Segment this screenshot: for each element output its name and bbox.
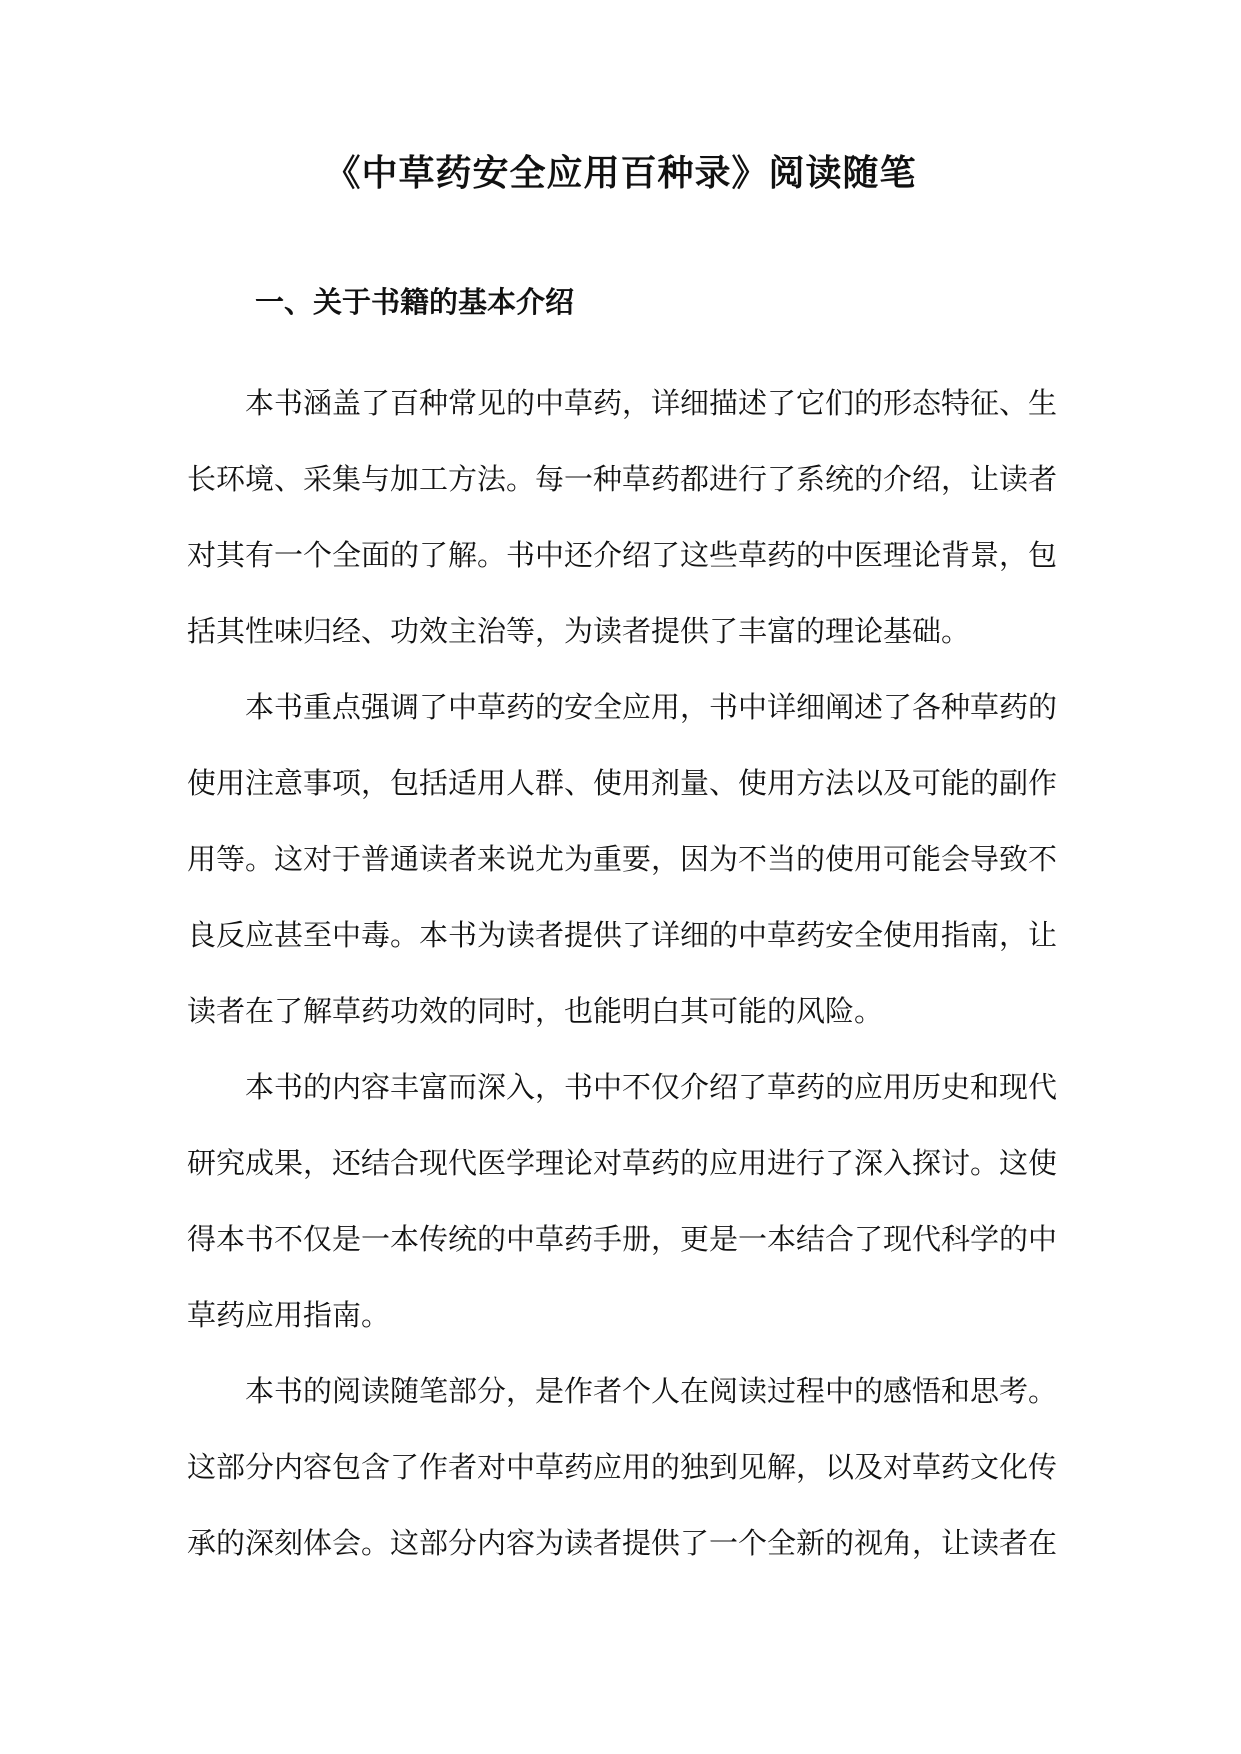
section-heading: 一、关于书籍的基本介绍 bbox=[255, 285, 575, 319]
paragraph-content: 本书的内容丰富而深入，书中不仅介绍了草药的应用历史和现代研究成果，还结合现代医学理论对草药的应用进行了深入探讨。这使得本书不仅是一本传统的中草药手册，更是一本结合了现代科学的中草药应用指南。 bbox=[187, 1070, 1058, 1332]
document-body bbox=[187, 365, 1057, 1581]
paragraph-intro: 本书涵盖了百种常见的中草药，详细描述了它们的形态特征、生长环境、采集与加工方法。每一种草药都进行了系统的介绍，让读者对其有一个全面的了解。书中还介绍了这些草药的中医理论背景，包括其性味归经、功效主治等，为读者提供了丰富的理论基础。 bbox=[187, 386, 1058, 648]
paragraph-notes: 本书的阅读随笔部分，是作者个人在阅读过程中的感悟和思考。这部分内容包含了作者对中草药应用的独到见解，以及对草药文化传承的深刻体会。这部分内容为读者提供了一个全新的视角，让读者在 bbox=[187, 1374, 1058, 1560]
paragraph-safety: 本书重点强调了中草药的安全应用，书中详细阐述了各种草药的使用注意事项，包括适用人群、使用剂量、使用方法以及可能的副作用等。这对于普通读者来说尤为重要，因为不当的使用可能会导致不良反应甚至中毒。本书为读者提供了详细的中草药安全使用指南，让读者在了解草药功效的同时，也能明白其可能的风险。 bbox=[187, 690, 1058, 1028]
document-title: 《中草药安全应用百种录》阅读随笔 bbox=[324, 153, 917, 194]
